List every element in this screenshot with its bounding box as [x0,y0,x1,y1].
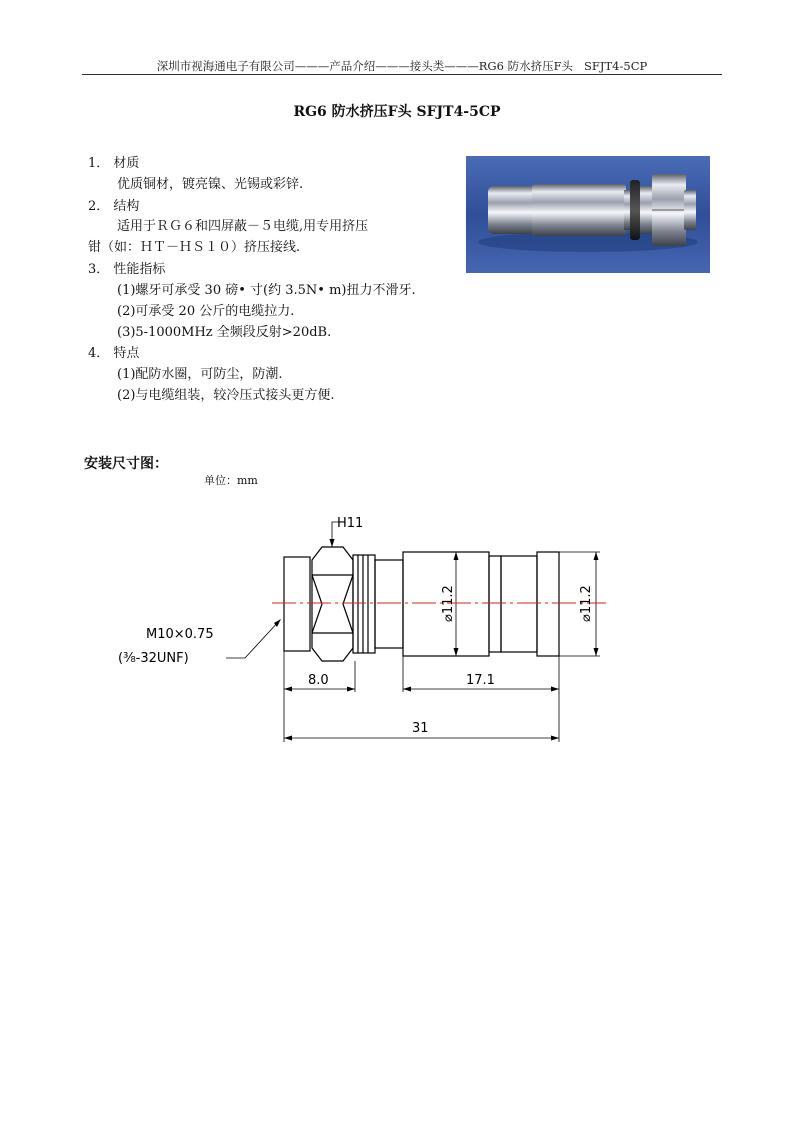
diameter-label-body: ⌀11.2 [441,585,456,622]
spec-text: (1)螺牙可承受 30 磅• 寸(约 3.5N• m)扭力不滑牙. [117,283,416,298]
spec-text: (3)5-1000MHz 全频段反射>20dB. [117,325,332,340]
spec-text: (2)与电缆组装，较冷压式接头更方便. [117,388,335,403]
header-model: SFJT4-5CP [584,59,648,73]
spec-text: 适用于ＲＧ６和四屏蔽－５电缆,用专用挤压 [117,219,369,234]
spec-text: (2)可承受 20 公斤的电缆拉力. [117,304,295,319]
product-photo [466,156,710,273]
spec-text: (1)配防水圈，可防尘，防潮. [117,367,283,382]
unit-label: 单位：mm [204,474,258,487]
spec-label: 性能指标 [113,262,166,277]
connector-nose [284,557,310,651]
header-separator: ——— [375,59,410,73]
tail-ring [537,552,559,656]
hex-nut [312,547,353,661]
dim-total-length: 31 [412,721,429,736]
spec-text: 钳（如：ＨＴ－ＨＳ１０）挤压接线. [88,240,301,255]
oring-section [353,555,375,653]
spec-heading-performance [88,262,165,278]
thread-label-unf: (⅜-32UNF) [118,651,189,666]
spec-label: 特点 [113,346,140,361]
spec-heading-structure [88,199,139,215]
header-rule [82,74,722,75]
header-product: RG6 防水挤压F头 [478,59,574,73]
header-subcategory: 接头类 [409,59,445,73]
running-header [82,58,722,74]
spec-label: 材质 [113,156,140,171]
spec-number: 3． [88,262,110,277]
header-company: 深圳市视海通电子有限公司 [156,59,295,73]
diameter-label-tail: ⌀11.2 [579,585,594,622]
install-heading: 安装尺寸图： [84,456,168,472]
header-category: 产品介绍 [329,59,376,73]
dim-body-length: 17.1 [466,673,495,688]
spec-number: 4． [88,346,110,361]
header-separator: ——— [294,59,330,73]
dim-hex-length: 8.0 [308,673,329,688]
spec-label: 结构 [113,199,140,214]
header-separator: ——— [444,59,479,73]
dimension-drawing [100,500,620,754]
spec-text: 优质铜材，镀亮镍、光锡或彩锌. [117,177,304,192]
hex-label: H11 [337,516,364,531]
page-title: RG6 防水挤压F头 SFJT4-5CP [293,104,501,120]
thread-label: M10×0.75 [146,627,214,642]
spec-number: 1． [88,156,110,171]
spec-heading-material [88,156,139,172]
spec-number: 2． [88,199,110,214]
spec-heading-features [88,346,139,362]
